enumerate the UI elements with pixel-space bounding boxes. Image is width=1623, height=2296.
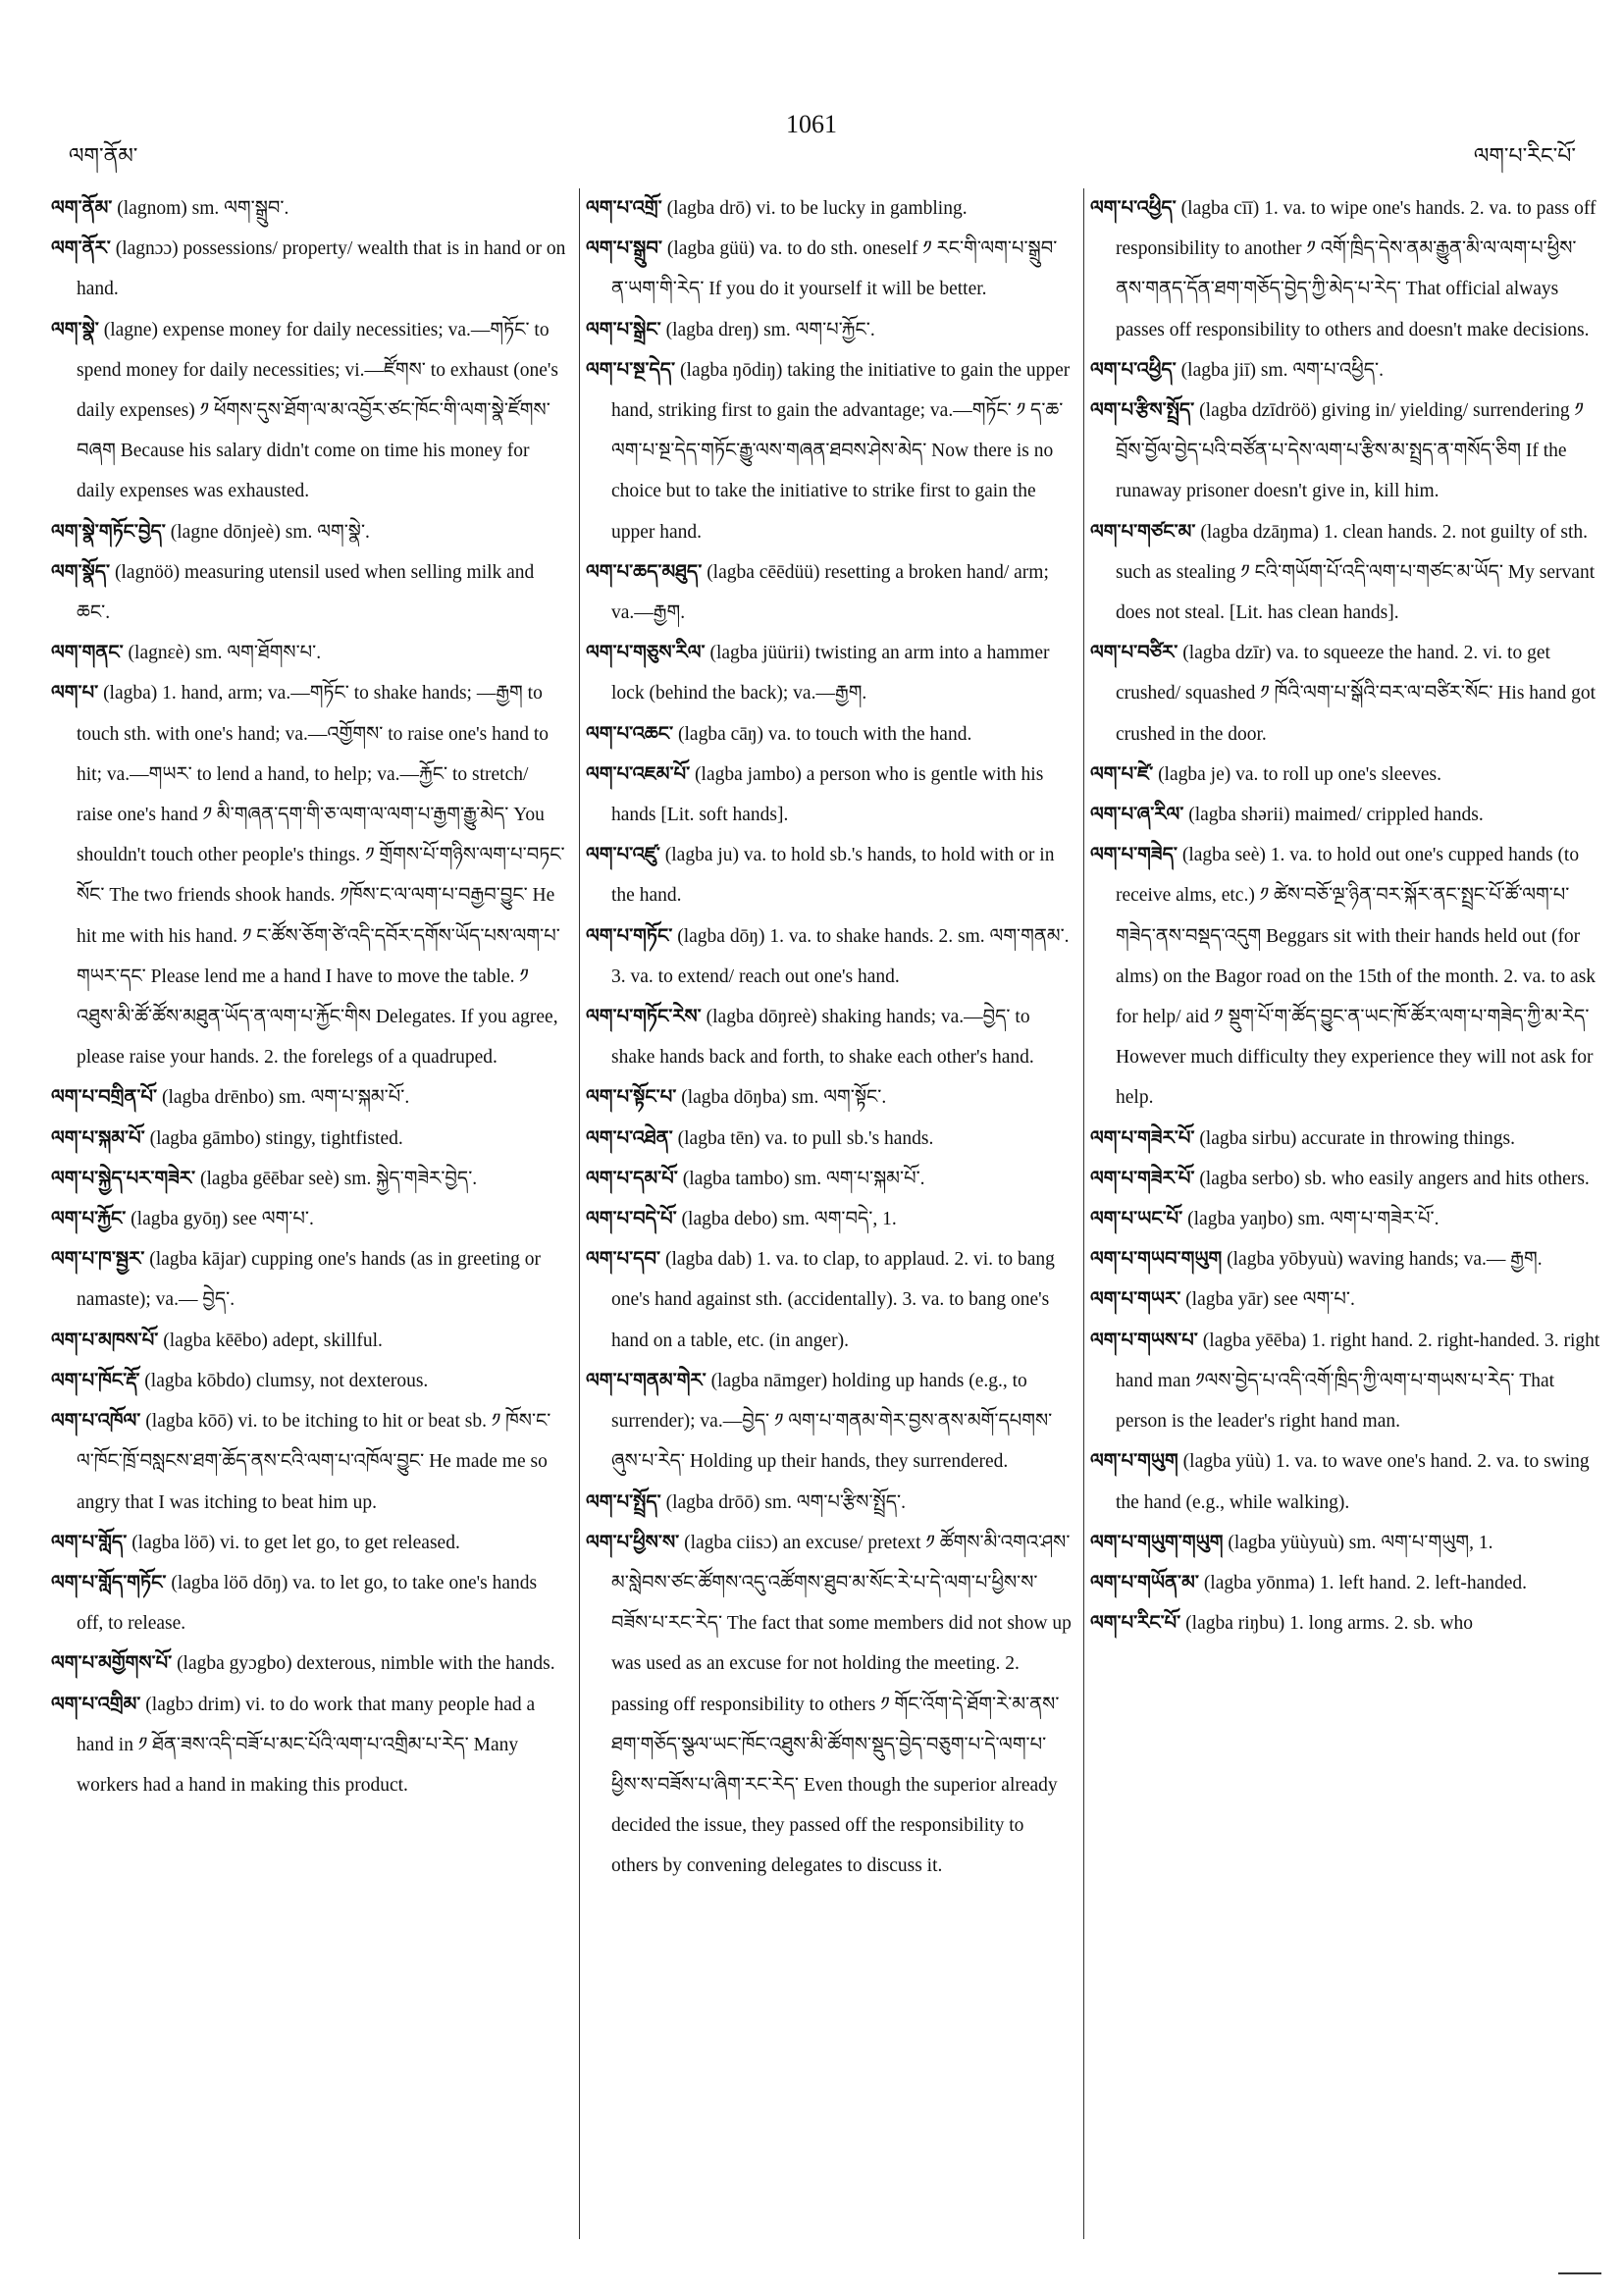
entry-headword: ལག་པ་རིང་པོ་ [1090,1613,1181,1635]
dictionary-entry [1090,512,1600,634]
entry-definition: (lagba ciisɔ) an excuse/ pretext ༡ ཚོགས་མི་འགའ་ཤས་མ་སླེབས་ཙང་ཚོགས་འདུ་འཚོགས་ཐུབ་མ་སོང་རེ་པ་དེ་ལག་པ་ཕྱིས་ས་བཟོས་པ་རང་རེད་ The fact that some members did not show up was used as an excuse for not holding the meeting. 2. passing off responsibility to others ༡ གོང་འོག་དེ་ཐོག་རེ་མ་ནས་ཐག་གཅོད་སྩལ་ཡང་ཁོང་འཐུས་མི་ཚོགས་སྡུད་བྱེད་བཅུག་པ་དེ་ལག་པ་ཕྱིས་ས་བཟོས་པ་ཞིག་རང་རེད་ Even though the superior already decided the issue, they passed off the responsibility to others by convening delegates to discuss it. [611,1532,1072,1877]
entry-definition: (lagba yaŋbo) sm. ལག་པ་གཟེར་པོ་. [1182,1209,1440,1230]
entry-definition: (lagnɔɔ) possessions/ property/ wealth that is in hand or on hand. [77,238,566,300]
entry-definition: (lagba je) va. to roll up one's sleeves. [1153,763,1441,785]
entry-definition: (lagba kēēbo) adept, skillful. [158,1330,383,1351]
entry-headword: ལག་སྣེ་ [51,319,99,340]
dictionary-entry [586,916,1073,997]
entry-definition: (lagba yōbyuù) waving hands; va.— རྒྱག. [1222,1249,1543,1271]
column-left [51,188,567,2239]
dictionary-entry [586,1077,1073,1118]
entry-definition: (lagba ju) va. to hold sb.'s hands, to hold with or in the hand. [611,845,1055,907]
dictionary-entry [1090,188,1600,350]
entry-headword: ལག་པ་འཁོལ་ [51,1411,141,1433]
entry-headword: ལག་པ་བགྲིན་པོ་ [51,1087,158,1109]
entry-definition: (lagba dōŋba) sm. ལག་སྟོང་. [676,1087,887,1109]
entry-headword: ལག་པ་ཁ་སྦྱར་ [51,1249,145,1271]
dictionary-entry [51,310,567,512]
entry-headword: ལག་པ་འགྲོ་ [586,198,662,219]
entry-headword: ལག་པ་འཆང་ [586,723,674,745]
entry-definition: (lagba serbo) sb. who easily angers and hits others. [1194,1168,1590,1189]
entry-definition: (lagba sirbu) accurate in throwing things. [1194,1127,1515,1149]
entry-headword: ལག་པ་གློད་གཏོང་ [51,1572,167,1593]
entry-definition: (lagba nāmger) holding up hands (e.g., to surrender); va.—བྱེད་ ༡ ལག་པ་གནམ་གེར་བྱས་ནས་མགོ་དཔགས་ཞུས་པ་རེད་ Holding up their hands, they surrendered. [611,1370,1053,1473]
entry-headword: ལག་པ་གཙང་མ་ [1090,521,1196,543]
dictionary-entry [586,755,1073,835]
entry-headword: ལག་པ་འགྲིམ་ [51,1694,141,1715]
dictionary-entry [586,633,1073,713]
entry-headword: ལག་པ་སྔ་དེད་ [586,359,676,381]
entry-headword: ལག་པ་གཡུག་གཡུག [1090,1532,1224,1553]
entry-definition: (lagba jambo) a person who is gentle with his hands [Lit. soft hands]. [611,763,1044,826]
entry-headword: ལག་པ་སྒྲུབ་ [586,238,662,260]
dictionary-entry [51,1361,567,1401]
entry-definition: (lagba gēēbar seè) sm. སྐྱེད་གཟེར་བྱེད་. [195,1168,478,1189]
entry-definition: (lagba dōŋreè) shaking hands; va.—བྱེད་ to shake hands back and forth, to shake each other's hand. [611,1007,1034,1069]
entry-headword: ལག་པ་ཆད་མཐུད་ [586,561,703,583]
entry-definition: (lagba drō) vi. to be lucky in gambling. [661,198,968,219]
dictionary-entry [1090,1119,1600,1159]
entry-definition: (lagba jiī) sm. ལག་པ་འཕྱིད་. [1176,359,1385,381]
entry-headword: ལག་པ་རྐྱོང་ [51,1209,127,1230]
entry-definition: (lagnöö) measuring utensil used when selling milk and ཆང་. [77,561,535,624]
entry-definition: (lagba cēēdüü) resetting a broken hand/ arm; va.—རྒྱག. [611,561,1049,624]
dictionary-entry [586,1361,1073,1483]
entry-definition: (lagba shərii) maimed/ crippled hands. [1183,805,1484,826]
entry-definition: (lagba cāŋ) va. to touch with the hand. [673,723,972,745]
entry-definition: (lagne dōnjeè) sm. ལག་སྣེ་. [165,521,370,543]
entry-definition: (lagba riŋbu) 1. long arms. 2. sb. who [1180,1613,1474,1635]
entry-headword: ལག་པ་ཕྱིས་ས་ [586,1532,680,1553]
entry-definition: (lagba ŋōdiŋ) taking the initiative to gain the upper hand, striking first to gain the advantage; va.—གཏོང་ ༡ ད་ཆ་ལག་པ་སྔ་དེད་གཏོང་རྒྱུ་ལས་གཞན་ཐབས་ཤེས་མེད་ Now there is no choice but to take the initiative to strike first to gain the upper hand. [611,359,1071,543]
entry-definition: (lagba kōō) vi. to be itching to hit or beat sb. ༡ ཁོས་ང་ལ་ཁོང་ཁྲོ་བསླངས་ཐག་ཆོད་ནས་ངའི་ལག་པ་འཁོལ་བྱུང་ He made me so angry that I was itching to beat him up. [77,1411,551,1513]
dictionary-entry [1090,391,1600,512]
entry-definition: (lagba cīī) 1. va. to wipe one's hands. 2. va. to pass off responsibility to another ༡ འགོ་ཁྲིད་དེས་ནམ་རྒྱུན་མི་ལ་ལག་པ་ཕྱིས་ནས་གནད་དོན་ཐག་གཅོད་བྱེད་ཀྱི་མེད་པ་རེད་ That official always passes off responsibility to others and doesn't make decisions. [1116,198,1597,340]
entry-headword: ལག་པ་གཡར་ [1090,1289,1181,1311]
dictionary-entry [1090,1199,1600,1239]
entry-definition: (lagba löō dōŋ) va. to let go, to take one's hands off, to release. [77,1572,538,1635]
entry-definition: (lagba dōŋ) 1. va. to shake hands. 2. sm. ལག་གནམ་. 3. va. to extend/ reach out one's hand. [611,925,1070,987]
entry-definition: (lagba löō) vi. to get let go, to get released. [127,1532,460,1553]
dictionary-entry [51,552,567,633]
entry-definition: (lagba gāmbo) stingy, tightfisted. [144,1127,403,1149]
footer-rule [1558,2272,1601,2274]
dictionary-entry [1090,1441,1600,1522]
entry-headword: ལག་པ་འཐེན་ [586,1127,673,1149]
dictionary-entry [1090,1159,1600,1199]
entry-headword: ལག་པ་གཟེར་པོ་ [1090,1168,1195,1189]
entry-headword: ལག་པ་གནམ་གེར་ [586,1370,707,1391]
dictionary-entry [51,633,567,673]
dictionary-entry [51,229,567,309]
entry-definition: (lagba yüùyuù) sm. ལག་པ་གཡུག, 1. [1223,1532,1493,1553]
entry-headword: ལག་པ་ [51,683,99,704]
entry-definition: (lagba tambo) sm. ལག་པ་སྐམ་པོ་. [677,1168,925,1189]
dictionary-entry [51,673,567,1077]
dictionary-entry [586,1523,1073,1887]
entry-headword: ལག་པ་ཛེ་ [1090,763,1154,785]
entry-headword: ལག་སྣོད་ [51,561,111,583]
dictionary-entry [1090,1603,1600,1644]
entry-definition: (lagba yēēba) 1. right hand. 2. right-handed. 3. right hand man ༡ལས་བྱེད་པ་འདི་འགོ་ཁྲིད་ཀྱི་ལག་པ་གཡས་པ་རེད་ That person is the leader's right hand man. [1116,1330,1600,1433]
entry-definition: (lagnom) sm. ལག་སྒྲུབ་. [112,198,289,219]
column-middle [579,188,1073,2239]
entry-definition: (lagba dzīdröö) giving in/ yielding/ surrendering ༡ བྲོས་བྱོལ་བྱེད་པའི་བཙོན་པ་དེས་ལག་པ་རྩིས་མ་སྤྲད་ན་གསོད་ཅིག If the runaway prisoner doesn't give in, kill him. [1116,400,1584,502]
dictionary-entry [586,229,1073,309]
entry-headword: ལག་པ་འཕྱིད་ [1090,198,1177,219]
dictionary-entry [586,835,1073,915]
entry-definition: (lagba yōnma) 1. left hand. 2. left-handed. [1198,1572,1528,1593]
entry-headword: ལག་པ་ཞ་རིལ་ [1090,805,1184,826]
dictionary-entry [1090,1523,1600,1563]
running-head-right: ལག་པ་རིང་པོ་ [1473,144,1576,169]
entry-definition: (lagba gyōŋ) see ལག་པ་. [126,1209,314,1230]
dictionary-entry [51,1239,567,1320]
entry-definition: (lagnεè) sm. ལག་ཐོགས་པ་. [123,643,322,664]
entry-headword: ལག་པ་སྒྲེང་ [586,319,661,340]
entry-headword: ལག་པ་ཁོང་རྡོ་ [51,1370,140,1391]
dictionary-entry [586,714,1073,755]
entry-headword: ལག་པ་གཅུས་རིལ་ [586,643,706,664]
entry-headword: ལག་པ་དམ་པོ་ [586,1168,678,1189]
dictionary-entry [51,1159,567,1199]
dictionary-entry [586,1483,1073,1523]
entry-headword: ལག་པ་གཏོང་རེས་ [586,1007,702,1028]
entry-headword: ལག་པ་གཟེར་པོ་ [1090,1127,1195,1149]
page-number: 1061 [786,110,837,138]
dictionary-entry [51,1563,567,1644]
dictionary-entry [586,350,1073,552]
dictionary-entry [51,1119,567,1159]
dictionary-entry [586,1119,1073,1159]
entry-headword: ལག་སྣེ་གཏོང་བྱེད་ [51,521,166,543]
entry-definition: (lagba yüù) 1. va. to wave one's hand. 2. va. to swing the hand (e.g., while walking). [1116,1451,1590,1513]
dictionary-entry [586,1199,1073,1239]
entry-headword: ལག་པ་སྤྲོད་ [586,1491,661,1513]
entry-headword: ལག་པ་གཡབ་གཡུག [1090,1249,1223,1271]
dictionary-entry [586,1159,1073,1199]
dictionary-entry [51,1685,567,1806]
dictionary-entry [586,188,1073,229]
dictionary-entry [1090,1563,1600,1603]
dictionary-entry [1090,350,1600,391]
entry-definition: (lagba jüürii) twisting an arm into a hammer lock (behind the back); va.—རྒྱག. [611,643,1050,704]
entry-headword: ལག་ནོར་ [51,238,111,260]
entry-headword: ལག་པ་འཕྱིད་ [1090,359,1177,381]
running-head-left: ལག་ནོམ་ [69,144,138,169]
entry-definition: (lagba debo) sm. ལག་བདེ་, 1. [676,1209,897,1230]
dictionary-entry [1090,1239,1600,1279]
entry-definition: (lagba drōō) sm. ལག་པ་རྩིས་སྤྲོད་. [660,1491,906,1513]
dictionary-entry [51,1523,567,1563]
column-right [1083,188,1600,2239]
entry-headword: ལག་གནང་ [51,643,124,664]
dictionary-entry [586,1239,1073,1361]
dictionary-entry [51,1321,567,1361]
entry-headword: ལག་པ་གཏོང་ [586,925,673,947]
dictionary-entry [51,1199,567,1239]
entry-definition: (lagba kōbdo) clumsy, not dexterous. [139,1370,429,1391]
dictionary-entry [51,1401,567,1523]
dictionary-entry [1090,633,1600,755]
entry-headword: ལག་པ་གཟེད་ [1090,845,1178,866]
entry-headword: ལག་པ་འཇམ་པོ་ [586,763,691,785]
dictionary-entry [51,1077,567,1118]
entry-headword: ལག་ནོམ་ [51,198,113,219]
entry-definition: (lagba seè) 1. va. to hold out one's cupped hands (to receive alms, etc.) ༡ ཚེས་བཅོ་ལྔ་ཉིན་བར་སྐོར་ནང་སྤྲང་པོ་ཚོ་ལག་པ་གཟེད་ནས་བསྡད་འདུག Beggars sit with their hands held out (for alms) on the Bagor road on the 15th of the month. 2. va. to ask for help/ aid ༡ སྡུག་པོ་ག་ཚོད་བྱུང་ན་ཡང་ཁོ་ཚོར་ལག་པ་གཟེད་ཀྱི་མ་རེད་ However much difficulty they experience they will not ask for help. [1116,845,1597,1109]
dictionary-entry [51,1644,567,1684]
entry-definition: (lagba dab) 1. va. to clap, to applaud. 2. vi. to bang one's hand against sth. (accidentally). 3. va. to bang one's hand on a table, etc. (in anger). [611,1249,1055,1351]
entry-headword: ལག་པ་བདེ་པོ་ [586,1209,677,1230]
entry-definition: (lagba tēn) va. to pull sb.'s hands. [672,1127,934,1149]
dictionary-entry [1090,755,1600,795]
entry-headword: ལག་པ་སྐྱེད་པར་གཟེར་ [51,1168,196,1189]
entry-definition: (lagba güü) va. to do sth. oneself ༡ རང་གི་ལག་པ་སྒྲུབ་ན་ཡག་གི་རེད་ If you do it yourself it will be better. [611,238,1058,300]
dictionary-entry [586,552,1073,633]
dictionary-entry [51,512,567,552]
entry-headword: ལག་པ་མགྱོགས་པོ་ [51,1653,173,1675]
entry-headword: ལག་པ་རྩིས་སྤྲོད་ [1090,400,1195,422]
entry-headword: ལག་པ་དབ་ [586,1249,661,1271]
entry-headword: ལག་པ་ཡང་པོ་ [1090,1209,1183,1230]
entry-definition: (lagne) expense money for daily necessities; va.—གཏོང་ to spend money for daily necessities; vi.—ཛོགས་ to exhaust (one's daily expenses) ༡ ཕོགས་དུས་ཐོག་ལ་མ་འབྱོར་ཙང་ཁོང་གི་ལག་སྣེ་ཛོགས་བཞག Because his salary didn't come on time his money for daily expenses was exhausted. [77,319,559,502]
entry-headword: ལག་པ་འཛུ་ [586,845,660,866]
entry-definition: (lagba dreŋ) sm. ལག་པ་རྐྱོང་. [660,319,875,340]
entry-headword: ལག་པ་བཙིར་ [1090,643,1178,664]
entry-definition: (lagba gyɔgbo) dexterous, nimble with the hands. [172,1653,555,1675]
entry-definition: (lagba dzīr) va. to squeeze the hand. 2. vi. to get crushed/ squashed ༡ ཁོའི་ལག་པ་སྒོའི་བར་ལ་བཙིར་སོང་ His hand got crushed in the door. [1116,643,1596,745]
entry-definition: (lagba drēnbo) sm. ལག་པ་སྐམ་པོ་. [157,1087,410,1109]
dictionary-entry [586,310,1073,350]
entry-headword: ལག་པ་མཁས་པོ་ [51,1330,159,1351]
entry-headword: ལག་པ་གཡས་པ་ [1090,1330,1198,1351]
entry-definition: (lagba dzāŋma) 1. clean hands. 2. not guilty of sth. such as stealing ༡ ངའི་གཡོག་པོ་འདི་ལག་པ་གཙང་མ་ཡོད་ My servant does not steal. [Lit. has clean hands]. [1116,521,1596,624]
entry-definition: (lagba) 1. hand, arm; va.—གཏོང་ to shake hands; —རྒྱག to touch sth. with one's hand; va.—འགྱོགས་ to raise one's hand to hit; va.—གཡར་ to lend a hand, to help; va.—རྐྱོང་ to stretch/ raise one's hand ༡ མི་གཞན་དག་གི་ཅ་ལག་ལ་ལག་པ་རྒྱག་རྒྱུ་མེད་ You shouldn't touch other people's things. ༡ གྲོགས་པོ་གཉིས་ལག་པ་བཏང་སོང་ The two friends shook hands. ༡ཁོས་ང་ལ་ལག་པ་བརྒྱབ་བྱུང་ He hit me with his hand. ༡ ང་ཚོས་ཅོག་ཙེ་འདི་དབོར་དགོས་ཡོད་པས་ལག་པ་གཡར་དང་ Please lend me a hand I have to move the table. ༡ འཐུས་མི་ཚོ་ཚོས་མཐུན་ཡོད་ན་ལག་པ་རྐྱོང་གིས Delegates. If you agree, please raise your hands. 2. the forelegs of a quadruped. [77,683,565,1069]
entry-headword: ལག་པ་གློད་ [51,1532,128,1553]
entry-headword: ལག་པ་གཡུག [1090,1451,1178,1473]
entry-headword: ལག་པ་སྐམ་པོ་ [51,1127,145,1149]
dictionary-entry [1090,1321,1600,1442]
entry-headword: ལག་པ་སྟོང་པ་ [586,1087,677,1109]
dictionary-entry [1090,795,1600,835]
dictionary-entry [586,997,1073,1077]
dictionary-entry [1090,835,1600,1118]
entry-headword: ལག་པ་གཡོན་མ་ [1090,1572,1199,1593]
entry-definition: (lagba kājar) cupping one's hands (as in greeting or namaste); va.— བྱེད་. [77,1249,542,1311]
dictionary-entry [1090,1279,1600,1320]
dictionary-entry [51,188,567,229]
entry-definition: (lagba yār) see ལག་པ་. [1180,1289,1355,1311]
entry-definition: (lagbɔ drim) vi. to do work that many people had a hand in ༡ ཐོན་ཟས་འདི་བཟོ་པ་མང་པོའི་ལག་པ་འགྲིམ་པ་རེད་ Many workers had a hand in making this product. [77,1694,536,1796]
